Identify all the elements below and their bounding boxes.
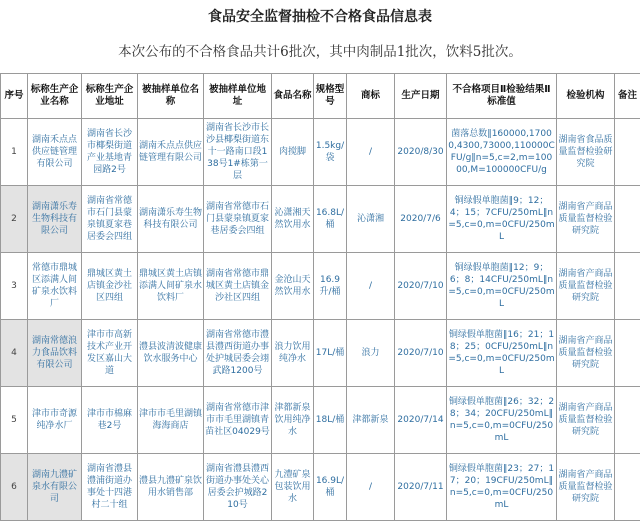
- cell-sampled-name: 湖南禾点点供应链管理有限公司: [138, 119, 204, 186]
- header-food-name: 食品名称: [272, 74, 314, 119]
- cell-brand: /: [347, 253, 395, 320]
- cell-food-name: 浪力饮用纯净水: [272, 320, 314, 387]
- header-seq: 序号: [1, 74, 28, 119]
- cell-producer-name: 湖南禾点点供应链管理有限公司: [28, 119, 82, 186]
- cell-remark: [615, 454, 640, 521]
- cell-seq: 4: [1, 320, 28, 387]
- cell-items: 铜绿假单胞菌‖26；32；28；34；20CFU/250mL‖n=5,c=0,m=0CFU/250mL: [447, 387, 557, 454]
- cell-sampled-name: 澧县九澧矿泉饮用水销售部: [138, 454, 204, 521]
- table-row: [1, 387, 640, 454]
- cell-sampled-addr: 湖南省常德市澧县澧西街道办事处护城居委会翊武路1200号: [204, 320, 272, 387]
- cell-date: 2020/8/30: [395, 119, 447, 186]
- cell-food-name: 肉搅脚: [272, 119, 314, 186]
- cell-items: 铜绿假单胞菌‖23；27；17；20；19CFU/250mL‖n=5,c=0,m=0CFU/250mL: [447, 454, 557, 521]
- cell-agency: 湖南省食品质量监督检验研究院: [557, 119, 615, 186]
- cell-date: 2020/7/10: [395, 253, 447, 320]
- unqualified-food-table: [0, 73, 640, 521]
- cell-items: 铜绿假单胞菌‖16；21；18；25；0CFU/250mL‖n=5,c=0,m=0CFU/250mL: [447, 320, 557, 387]
- cell-date: 2020/7/11: [395, 454, 447, 521]
- cell-items: 铜绿假单胞菌‖9；12；4；15；7CFU/250mL‖n=5,c=0,m=0CFU/250mL: [447, 186, 557, 253]
- cell-sampled-addr: 湖南省澧县澧西街道办事处关心居委会护城路210号: [204, 454, 272, 521]
- cell-producer-name: 常德市鼎城区添满人间矿泉水饮料厂: [28, 253, 82, 320]
- cell-seq: 1: [1, 119, 28, 186]
- cell-sampled-addr: 湖南省常德市津市市毛里湖镇青苗社区04029号: [204, 387, 272, 454]
- cell-food-name: 津都新泉饮用纯净水: [272, 387, 314, 454]
- cell-remark: [615, 119, 640, 186]
- header-sampled-addr: 被抽样单位地址: [204, 74, 272, 119]
- cell-sampled-addr: 湖南省长沙市长沙县椰梨街道东十一路南口段138号1#栋第一层: [204, 119, 272, 186]
- cell-producer-name: 湖南九澧矿泉水有限公司: [28, 454, 82, 521]
- cell-brand: 浪力: [347, 320, 395, 387]
- cell-producer-addr: 湖南省常德市石门县蒙泉镇夏家巷居委会四组: [82, 186, 138, 253]
- table-row: [1, 119, 640, 186]
- header-brand: 商标: [347, 74, 395, 119]
- header-items: 不合格项目Ⅱ检验结果Ⅱ标准值: [447, 74, 557, 119]
- cell-brand: /: [347, 119, 395, 186]
- cell-agency: 湖南省产商品质量监督检验研究院: [557, 387, 615, 454]
- cell-sampled-name: 澧县波清波健康饮水服务中心: [138, 320, 204, 387]
- cell-brand: 沁潇湘: [347, 186, 395, 253]
- page-title: 食品安全监督抽检不合格食品信息表: [208, 9, 432, 25]
- cell-food-name: 九澧矿泉包装饮用水: [272, 454, 314, 521]
- header-agency: 检验机构: [557, 74, 615, 119]
- header-sampled-name: 被抽样单位名称: [138, 74, 204, 119]
- cell-agency: 湖南省产商品质量监督检验研究院: [557, 454, 615, 521]
- cell-seq: 6: [1, 454, 28, 521]
- cell-agency: 湖南省产商品质量监督检验研究院: [557, 186, 615, 253]
- header-remark: 备注: [615, 74, 640, 119]
- cell-sampled-name: 津市市毛里湖镇海海商店: [138, 387, 204, 454]
- cell-seq: 5: [1, 387, 28, 454]
- header-spec: 规格型号: [314, 74, 347, 119]
- cell-spec: 16.9升/桶: [314, 253, 347, 320]
- cell-remark: [615, 320, 640, 387]
- cell-remark: [615, 387, 640, 454]
- cell-sampled-addr: 湖南省常德市石门县蒙泉镇夏家巷居委会四组: [204, 186, 272, 253]
- cell-producer-name: 津市市奇源纯净水厂: [28, 387, 82, 454]
- cell-remark: [615, 186, 640, 253]
- cell-seq: 2: [1, 186, 28, 253]
- cell-producer-name: 湖南常德浪力食品饮料有限公司: [28, 320, 82, 387]
- header-producer-addr: 标称生产企业地址: [82, 74, 138, 119]
- cell-date: 2020/7/14: [395, 387, 447, 454]
- cell-agency: 湖南省产商品质量监督检验研究院: [557, 320, 615, 387]
- cell-seq: 3: [1, 253, 28, 320]
- table-row: [1, 186, 640, 253]
- cell-spec: 17L/桶: [314, 320, 347, 387]
- cell-brand: 津都新泉: [347, 387, 395, 454]
- cell-date: 2020/7/6: [395, 186, 447, 253]
- cell-food-name: 金沧山天然饮用水: [272, 253, 314, 320]
- table-row: [1, 454, 640, 521]
- cell-remark: [615, 253, 640, 320]
- cell-spec: 18L/桶: [314, 387, 347, 454]
- cell-items: 铜绿假单胞菌‖12；9；6；8；14CFU/250mL‖n=5,c=0,m=0CFU/250mL: [447, 253, 557, 320]
- header-date: 生产日期: [395, 74, 447, 119]
- cell-producer-addr: 津市市高新技术产业开发区嘉山大道: [82, 320, 138, 387]
- cell-spec: 1.5kg/袋: [314, 119, 347, 186]
- table-row: [1, 320, 640, 387]
- cell-spec: 16.9L/桶: [314, 454, 347, 521]
- summary-note: 本次公布的不合格食品共计6批次，其中肉制品1批次，饮料5批次。: [118, 44, 522, 60]
- cell-items: 菌落总数‖160000,17000,4300,73000,110000CFU/g‖n=5,c=2,m=10000,M=100000CFU/g: [447, 119, 557, 186]
- cell-producer-addr: 湖南省长沙市椰梨街道产业基地青园路2号: [82, 119, 138, 186]
- header-row: [1, 74, 640, 119]
- table-row: [1, 253, 640, 320]
- cell-sampled-addr: 湖南省常德市鼎城区黄土店镇金沙社区四组: [204, 253, 272, 320]
- cell-producer-addr: 鼎城区黄土店镇金沙社区四组: [82, 253, 138, 320]
- cell-sampled-name: 湖南潇乐寿生物科技有限公司: [138, 186, 204, 253]
- cell-producer-addr: 津市市棉麻巷2号: [82, 387, 138, 454]
- cell-date: 2020/7/10: [395, 320, 447, 387]
- cell-spec: 16.8L/桶: [314, 186, 347, 253]
- cell-brand: /: [347, 454, 395, 521]
- cell-producer-name: 湖南潇乐寿生物科技有限公司: [28, 186, 82, 253]
- cell-producer-addr: 湖南省澧县澧浦街道办事处十四港村二十组: [82, 454, 138, 521]
- cell-sampled-name: 鼎城区黄土店镇添满人间矿泉水饮料厂: [138, 253, 204, 320]
- cell-food-name: 沁潇湘天然饮用水: [272, 186, 314, 253]
- cell-agency: 湖南省产商品质量监督检验研究院: [557, 253, 615, 320]
- header-producer-name: 标称生产企业名称: [28, 74, 82, 119]
